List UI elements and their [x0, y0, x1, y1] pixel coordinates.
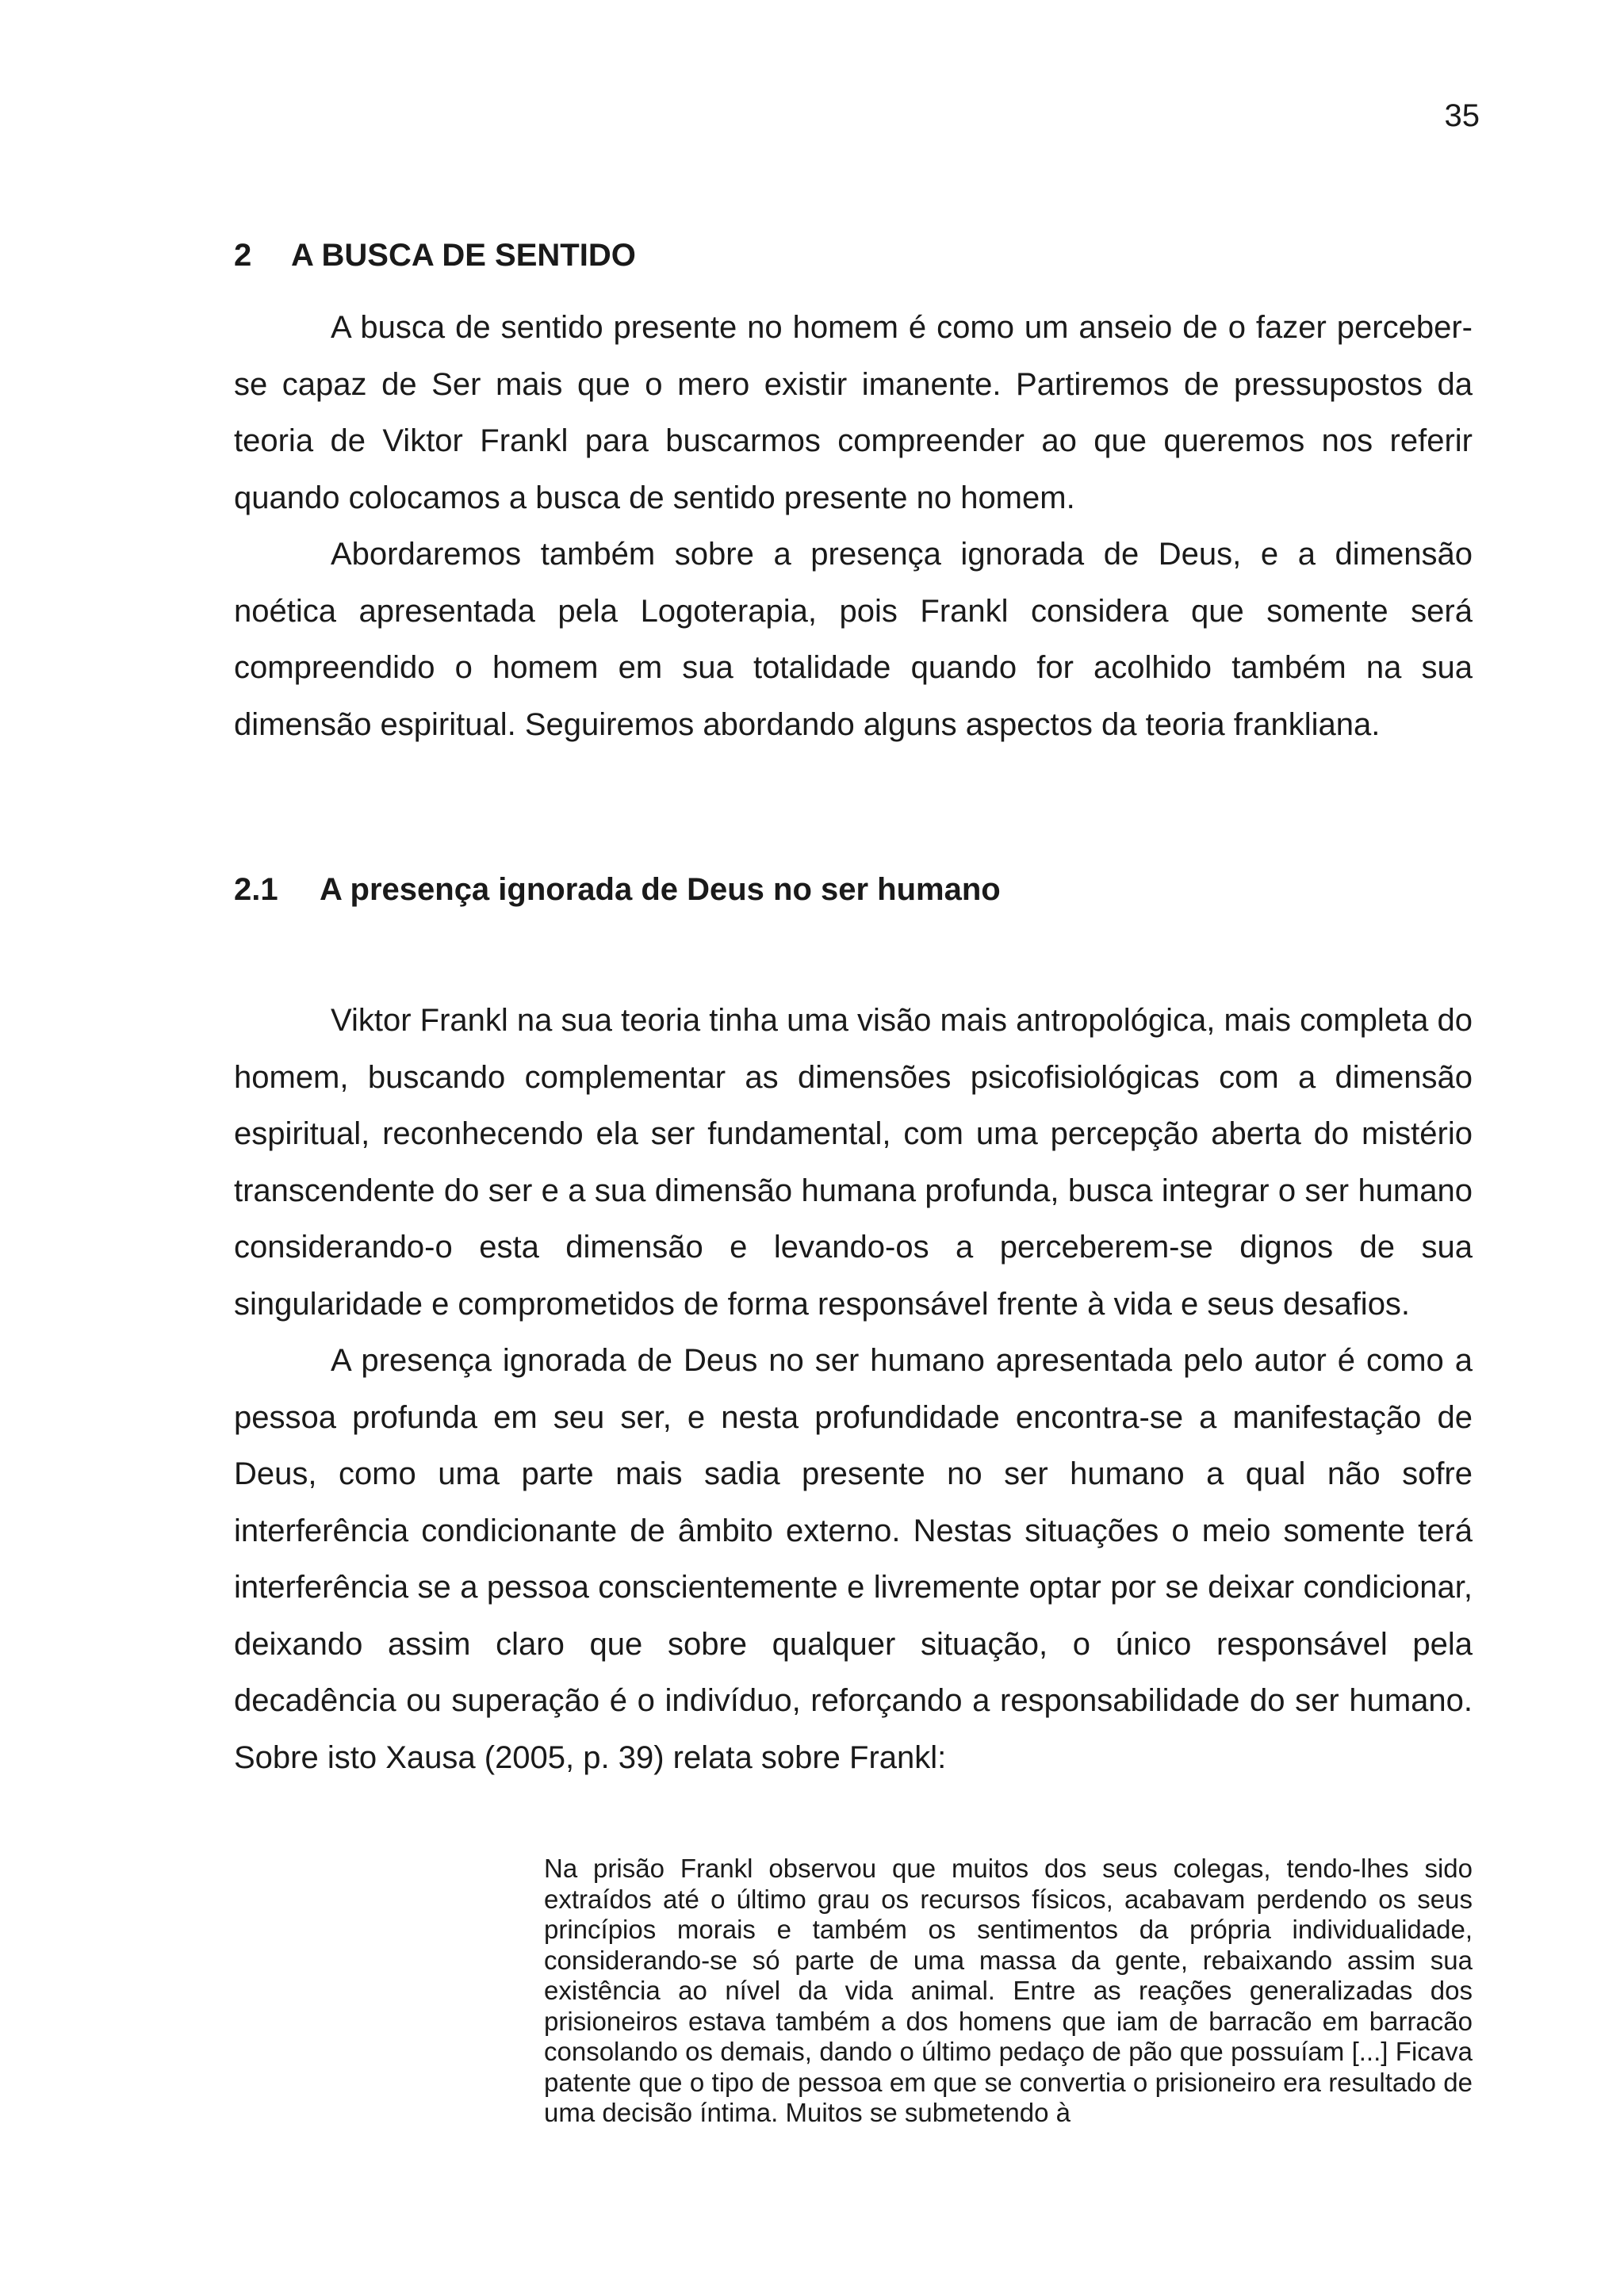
block-quotation: Na prisão Frankl observou que muitos dos seus colegas, tendo-lhes sido extraídos até o último grau os recursos físicos, acabavam perdendo os seus princípios morais e também os sentimentos da própria individualidade, considerando-se só parte de uma massa da gente, rebaixando assim sua existência ao nível da vida animal. Entre as reações generalizadas dos prisioneiros estava também a dos homens que iam de barracão em barracão consolando os demais, dando o último pedaço de pão que possuíam [...] Ficava patente que o tipo de pessoa em que se convertia o prisioneiro era resultado de uma decisão íntima. Muitos se submetendo à [544, 1854, 1473, 2127]
section-number: 2.1 [234, 872, 278, 907]
intro-paragraph-1: A busca de sentido presente no homem é como um anseio de o fazer perceber-se capaz de Ser mais que o mero existir imanente. Partiremos de pressupostos da teoria de Viktor Frankl para buscarmos compreender ao que queremos nos referir quando colocamos a busca de sentido presente no homem. [234, 310, 1473, 515]
chapter-title: A BUSCA DE SENTIDO [291, 238, 636, 273]
body-paragraph-1: Viktor Frankl na sua teoria tinha uma visão mais antropológica, mais completa do homem, buscando complementar as dimensões psicofisiológicas com a dimensão espiritual, reconhecendo ela ser fundamental, com uma percepção aberta do mistério transcendente do ser e a sua dimensão humana profunda, busca integrar o ser humano considerando-o esta dimensão e levando-os a perceberem-se dignos de sua singularidade e comprometidos de forma responsável frente à vida e seus desafios. [234, 1003, 1473, 1322]
section-heading [234, 870, 1473, 909]
intro-paragraph-2: Abordaremos também sobre a presença ignorada de Deus, e a dimensão noética apresentada pela Logoterapia, pois Frankl considera que somente será compreendido o homem em sua totalidade quando for acolhido também na sua dimensão espiritual. Seguiremos abordando alguns aspectos da teoria frankliana. [234, 537, 1473, 742]
chapter-number: 2 [234, 238, 252, 273]
chapter-heading [234, 235, 1473, 275]
page-number: 35 [1444, 98, 1480, 133]
section-body [234, 993, 1473, 1786]
chapter-intro [234, 300, 1473, 753]
section-title: A presença ignorada de Deus no ser humano [320, 872, 1001, 907]
body-paragraph-2: A presença ignorada de Deus no ser humano apresentada pelo autor é como a pessoa profunda em seu ser, e nesta profundidade encontra-se a manifestação de Deus, como uma parte mais sadia presente no ser humano a qual não sofre interferência condicionante de âmbito externo. Nestas situações o meio somente terá interferência se a pessoa conscientemente e livremente optar por se deixar condicionar, deixando assim claro que sobre qualquer situação, o único responsável pela decadência ou superação é o indivíduo, reforçando a responsabilidade do ser humano. Sobre isto Xausa (2005, p. 39) relata sobre Frankl: [234, 1343, 1473, 1775]
